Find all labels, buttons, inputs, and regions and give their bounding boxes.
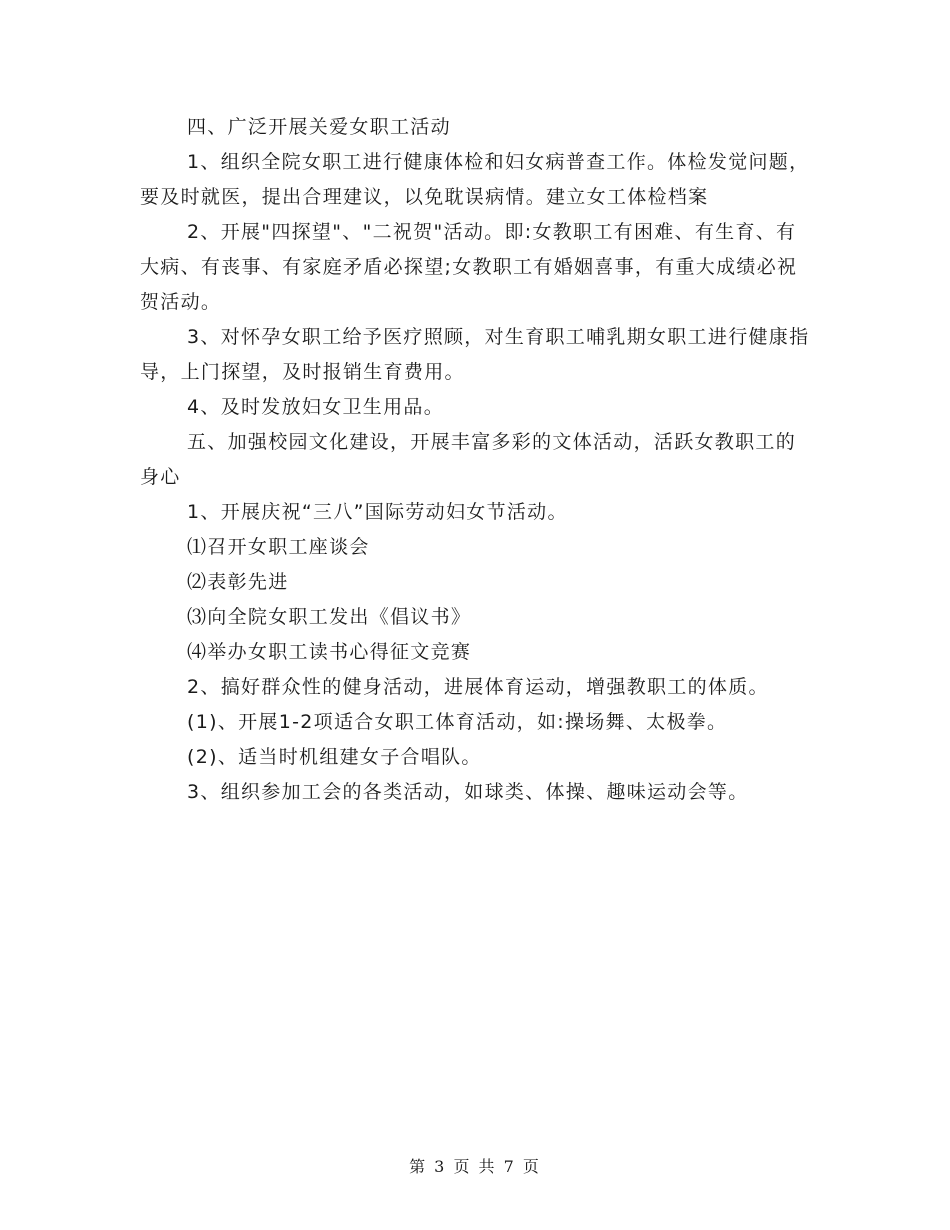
paragraph-health-check: 1、组织全院女职工进行健康体检和妇女病普查工作。体检发觉问题，要及时就医，提出合理建议，以免耽误病情。建立女工体检档案	[140, 151, 810, 208]
paragraph-pregnancy-care: 3、对怀孕女职工给予医疗照顾，对生育职工哺乳期女职工进行健康指导，上门探望，及时报销生育费用。	[140, 326, 810, 383]
list-item-symposium: ⑴召开女职工座谈会	[187, 536, 370, 558]
list-item-sports: (1)、开展1-2项适合女职工体育活动，如:操场舞、太极拳。	[187, 711, 728, 733]
list-item-commend: ⑵表彰先进	[187, 571, 289, 593]
paragraph-fitness: 2、搞好群众性的健身活动，进展体育运动，增强教职工的体质。	[187, 676, 769, 698]
document-body	[140, 110, 810, 810]
page-number: 第 3 页 共 7 页	[409, 1157, 541, 1176]
paragraph-hygiene: 4、及时发放妇女卫生用品。	[187, 396, 444, 418]
section-heading-4: 四、广泛开展关爱女职工活动	[187, 116, 451, 138]
section-heading-5: 五、加强校园文化建设，开展丰富多彩的文体活动，活跃女教职工的身心	[140, 431, 797, 488]
list-item-proposal: ⑶向全院女职工发出《倡议书》	[187, 606, 472, 628]
paragraph-visits: 2、开展"四探望"、"二祝贺"活动。即:女教职工有困难、有生育、有大病、有丧事、有家庭矛盾必探望;女教职工有婚姻喜事，有重大成绩必祝贺活动。	[140, 221, 798, 313]
paragraph-womens-day: 1、开展庆祝“三八”国际劳动妇女节活动。	[187, 501, 568, 523]
list-item-choir: (2)、适当时机组建女子合唱队。	[187, 746, 482, 768]
list-item-essay-contest: ⑷举办女职工读书心得征文竞赛	[187, 641, 472, 663]
paragraph-union-activities: 3、组织参加工会的各类活动，如球类、体操、趣味运动会等。	[187, 781, 749, 803]
